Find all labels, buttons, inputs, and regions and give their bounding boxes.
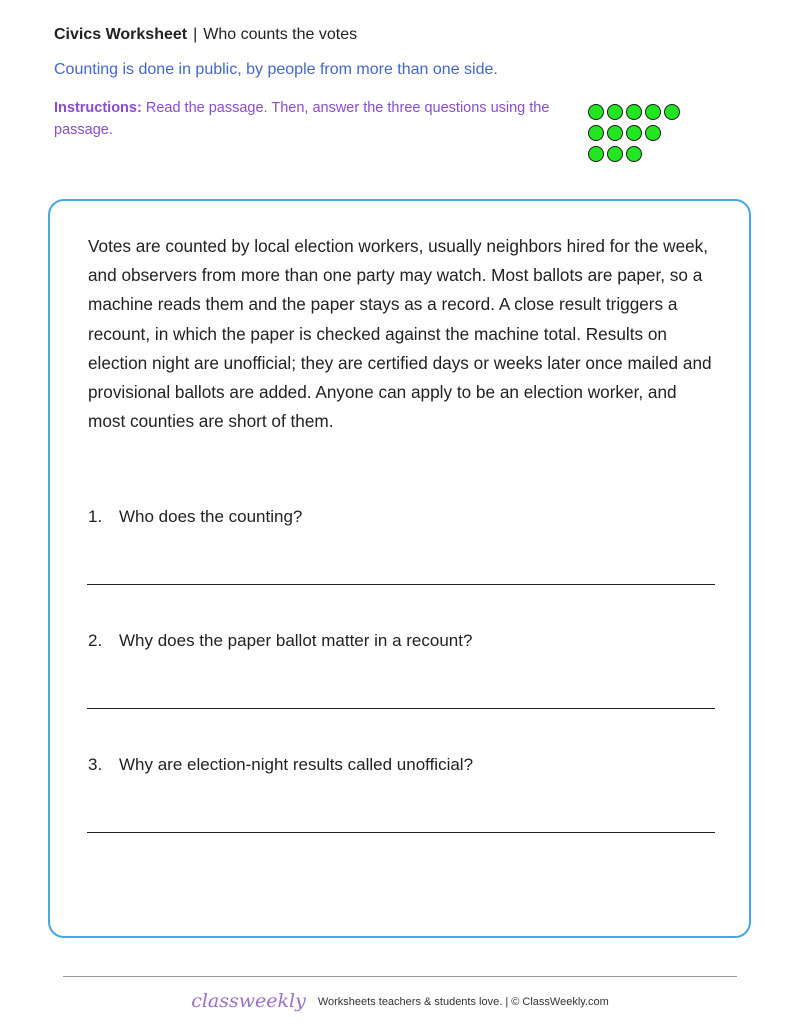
dot-row [588,104,680,120]
footer [0,990,800,1012]
green-dot-icon [664,104,680,120]
worksheet-topic: Who counts the votes [203,26,358,43]
green-dot-icon [588,125,604,141]
header-separator: | [193,26,198,43]
green-dot-icon [607,125,623,141]
green-dot-icon [626,104,642,120]
green-dot-icon [626,146,642,162]
answer-line-1[interactable] [87,584,715,585]
passage-text: Votes are counted by local election workers, usually neighbors hired for the week, and observers from more than one party may watch. Most ballots are paper, so a machine reads them and the paper stays as a record. A close result triggers a recount, in which the paper is checked against the machine total. Results on election night are unofficial; they are certified days or weeks later once mailed and provisional ballots are added. Anyone can apply to be an election worker, and most counties are short of them. [88,236,712,432]
green-dot-icon [607,104,623,120]
question-text: Why are election-night results called unofficial? [119,755,474,774]
question-number: 1. [88,507,103,526]
green-dot-icon [588,146,604,162]
instructions [54,97,569,141]
passage-card [48,199,751,938]
dot-row [588,146,680,162]
question-3 [88,755,473,775]
dot-row [588,125,680,141]
worksheet-header [54,26,357,44]
answer-line-2[interactable] [87,708,715,709]
green-dot-icon [588,104,604,120]
question-text: Who does the counting? [119,507,303,526]
worksheet-subtitle: Counting is done in public, by people from more than one side. [54,61,498,78]
question-text: Why does the paper ballot matter in a recount? [119,631,473,650]
brand-logo[interactable]: classweekly [191,990,306,1012]
question-number: 3. [88,755,103,774]
question-2 [88,631,472,651]
green-dot-icon [645,125,661,141]
green-dot-icon [626,125,642,141]
question-1 [88,507,302,527]
answer-line-3[interactable] [87,832,715,833]
instructions-label: Instructions: [54,100,142,116]
instructions-text: Read the passage. Then, answer the three questions using the passage. [54,100,550,138]
worksheet-title: Civics Worksheet [54,26,188,43]
footer-divider [63,976,737,977]
footer-tagline: Worksheets teachers & students love. | © ClassWeekly.com [317,996,609,1008]
green-dot-icon [645,104,661,120]
dot-graphic [588,104,680,167]
green-dot-icon [607,146,623,162]
question-number: 2. [88,631,103,650]
